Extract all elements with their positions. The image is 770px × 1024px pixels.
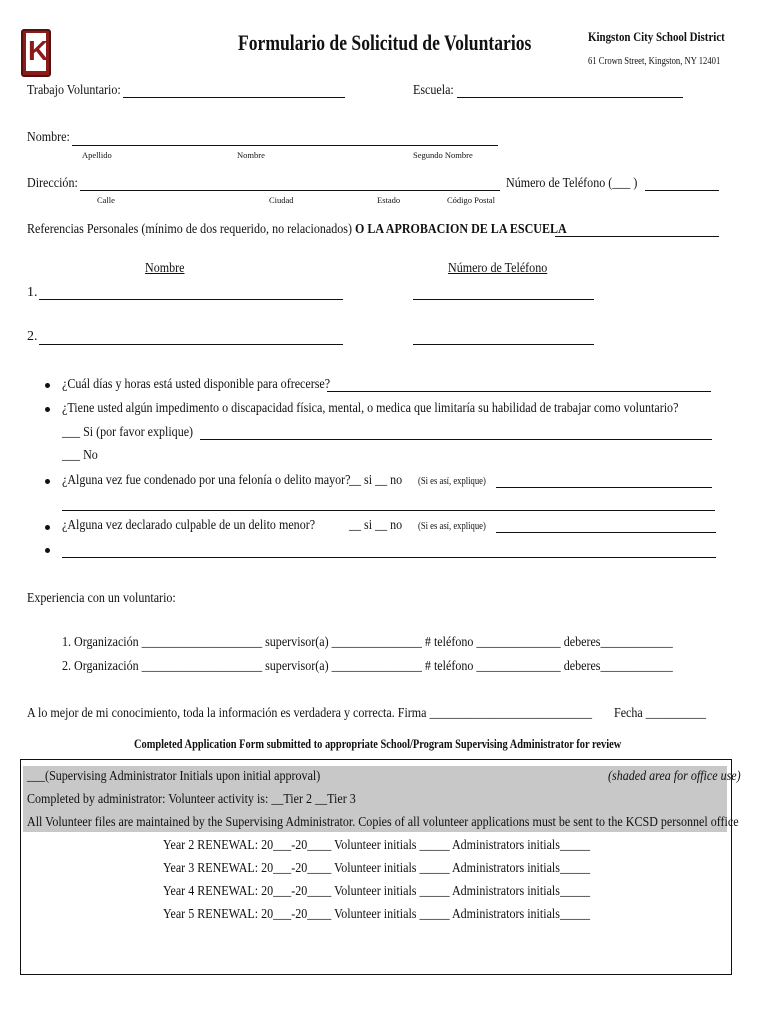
segundo-nombre-hint: Segundo Nombre: [413, 150, 473, 160]
references-intro-text: Referencias Personales (mínimo de dos requerido, no relacionados): [27, 222, 352, 237]
ciudad-hint: Ciudad: [269, 195, 294, 205]
experience-row-1: 1. Organización ____________________ supervisor(a) _______________ # teléfono ______________ deberes____________: [62, 635, 673, 650]
codigo-postal-hint: Código Postal: [447, 195, 495, 205]
tier-selection-line: Completed by administrator: Volunteer activity is: __Tier 2 __Tier 3: [27, 792, 356, 807]
direccion-label: Dirección:: [27, 176, 78, 191]
bullet-icon: [45, 407, 50, 412]
calle-hint: Calle: [97, 195, 115, 205]
experience-label: Experiencia con un voluntario:: [27, 591, 176, 606]
ref-2-phone-line[interactable]: [413, 344, 594, 345]
felony-explain-line-2[interactable]: [62, 510, 715, 511]
question-availability: ¿Cuál días y horas está usted disponible para ofrecerse?: [62, 377, 331, 392]
question-felony: ¿Alguna vez fue condenado por una felonía o delito mayor?: [62, 473, 351, 488]
impairment-si-option[interactable]: ___ Si (por favor explique): [62, 425, 194, 440]
direccion-input-line[interactable]: [80, 190, 500, 191]
telefono-label: Número de Teléfono (___ ): [506, 176, 638, 191]
district-name: Kingston City School District: [588, 29, 725, 44]
shaded-area-note: (shaded area for office use): [608, 769, 741, 784]
references-intro-bold: O LA APROBACION DE LA ESCUELA: [354, 222, 567, 237]
ref-col-name: Nombre: [145, 261, 185, 276]
impairment-no-option[interactable]: ___ No: [62, 448, 98, 463]
felony-explain-hint: (Si es así, explique): [418, 476, 486, 487]
question-misdemeanor: ¿Alguna vez declarado culpable de un delito menor?: [62, 518, 316, 533]
admin-initials-line: ___(Supervising Administrator Initials upon initial approval): [27, 769, 321, 784]
form-title: Formulario de Solicitud de Voluntarios: [238, 30, 532, 55]
logo-letter-k: K: [28, 35, 49, 66]
ref-col-phone: Número de Teléfono: [448, 261, 548, 276]
misdemeanor-explain-hint: (Si es así, explique): [418, 521, 486, 532]
ref-2-name-line[interactable]: [39, 344, 343, 345]
trabajo-label: Trabajo Voluntario:: [27, 83, 121, 98]
experience-row-2: 2. Organización ____________________ supervisor(a) _______________ # teléfono ______________ deberes____________: [62, 659, 673, 674]
kcsd-logo: [21, 29, 51, 77]
bullet-icon: [45, 479, 50, 484]
renewal-year-3: Year 3 RENEWAL: 20___-20____ Volunteer initials _____ Administrators initials_____: [163, 861, 591, 876]
misdemeanor-explain-line[interactable]: [496, 532, 716, 533]
nombre-hint: Nombre: [237, 150, 265, 160]
misdemeanor-si-no-options[interactable]: __ si __ no: [349, 518, 403, 533]
school-approval-line[interactable]: [555, 236, 719, 237]
renewal-year-4: Year 4 RENEWAL: 20___-20____ Volunteer initials _____ Administrators initials_____: [163, 884, 591, 899]
estado-hint: Estado: [377, 195, 401, 205]
office-use-box: [20, 759, 741, 975]
signature-statement: A lo mejor de mi conocimiento, toda la información es verdadera y correcta. Firma ___________________________: [27, 706, 593, 721]
question-impairment: ¿Tiene usted algún impedimento o discapacidad física, mental, o medica que limitaría su habilidad de trabajar como voluntario?: [62, 401, 679, 416]
trabajo-input-line[interactable]: [123, 97, 345, 98]
escuela-label: Escuela:: [413, 83, 454, 98]
felony-si-no-options[interactable]: __ si __ no: [349, 473, 403, 488]
district-address: 61 Crown Street, Kingston, NY 12401: [588, 56, 721, 67]
fecha-field: Fecha __________: [614, 706, 706, 721]
escuela-input-line[interactable]: [457, 97, 683, 98]
apellido-hint: Apellido: [82, 150, 112, 160]
felony-explain-line[interactable]: [496, 487, 712, 488]
availability-input-line[interactable]: [327, 391, 711, 392]
ref-1-phone-line[interactable]: [413, 299, 594, 300]
nombre-input-line[interactable]: [72, 145, 498, 146]
personnel-office-note: All Volunteer files are maintained by the Supervising Administrator. Copies of all volunteer applications must be sent to the KCSD personnel office: [27, 815, 739, 830]
bullet-icon: [45, 548, 50, 553]
references-intro: [27, 222, 567, 238]
bullet-icon: [45, 383, 50, 388]
nombre-label: Nombre:: [27, 130, 70, 145]
telefono-input-line[interactable]: [645, 190, 719, 191]
renewal-year-5: Year 5 RENEWAL: 20___-20____ Volunteer initials _____ Administrators initials_____: [163, 907, 591, 922]
ref-1-name-line[interactable]: [39, 299, 343, 300]
ref-row-1-number: 1.: [27, 285, 38, 300]
bullet-icon: [45, 525, 50, 530]
impairment-explain-line[interactable]: [200, 439, 712, 440]
renewal-year-2: Year 2 RENEWAL: 20___-20____ Volunteer initials _____ Administrators initials_____: [163, 838, 591, 853]
additional-explain-line[interactable]: [62, 557, 716, 558]
ref-row-2-number: 2.: [27, 329, 38, 344]
submit-note: Completed Application Form submitted to appropriate School/Program Supervising Administrator for review: [134, 736, 622, 751]
